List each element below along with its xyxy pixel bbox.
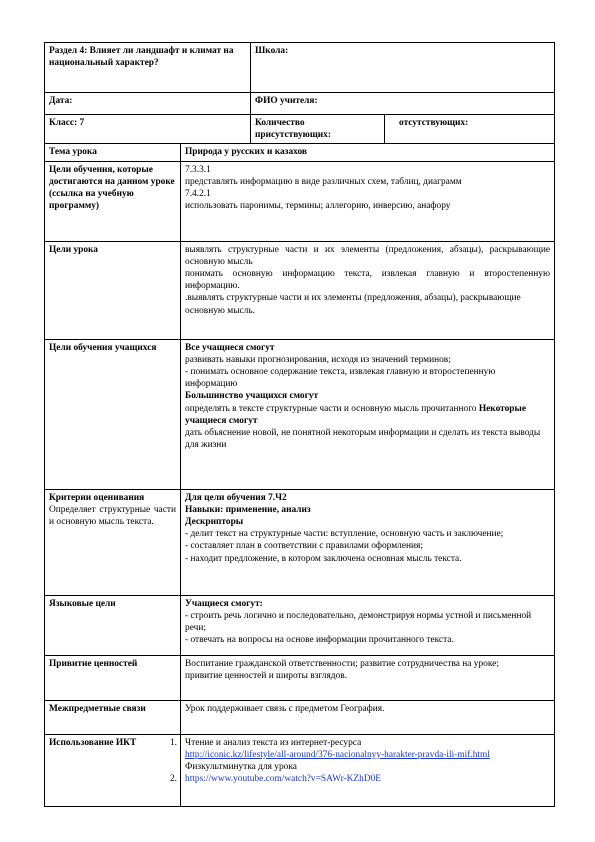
language-line: - отвечать на вопросы на основе информации прочитанного текста. <box>185 635 454 646</box>
goal-code: 7.3.3.1 <box>185 164 211 175</box>
school-label: Школа: <box>251 43 555 93</box>
ict-label: Использование ИКТ <box>49 737 137 748</box>
criteria-skills: Навыки: применение, анализ <box>185 504 311 515</box>
ict-number-2: 2. <box>169 773 177 784</box>
most-students-text: определять в тексте структурные части и основную мысль прочитанного <box>185 403 477 414</box>
lesson-goals-label: Цели урока <box>45 241 181 339</box>
values-line: Воспитание гражданской ответственности; развитие сотрудничества на уроке; <box>185 658 499 669</box>
ict-item-2: Физкультминутка для урока <box>185 762 297 773</box>
most-students-title: Большинство учащихся смогут <box>185 391 319 402</box>
lesson-plan-table <box>44 42 555 807</box>
language-goals-value <box>181 595 555 655</box>
all-students-line: - понимать основное содержание текста, извлекая главную и второстепенную информацию <box>185 367 496 390</box>
cross-links-label: Межпредметные связи <box>45 700 181 734</box>
topic-label: Тема урока <box>45 144 181 161</box>
cross-links-value: Урок поддерживает связь с предметом География. <box>181 700 555 734</box>
lesson-goal-1: выявлять структурные части и их элементы (предложения, абзацы), раскрывающие основную мысль <box>185 244 551 267</box>
absent-count-label: отсутствующих: <box>385 115 555 144</box>
ict-label-cell <box>45 734 181 806</box>
teacher-label: ФИО учителя: <box>251 93 555 115</box>
topic-value: Природа у русских и казахов <box>181 144 555 161</box>
lesson-goal-3: .выявлять структурные части и их элементы (предложения, абзацы), раскрывающие основную мысль. <box>185 293 521 316</box>
lesson-plan <box>44 42 554 807</box>
criteria-text: Определяет структурные части и основную мысль текста. <box>49 504 176 528</box>
goal-text: использовать паронимы, термины; аллегорию, инверсию, анафору <box>185 201 451 212</box>
class-label: Класс: 7 <box>45 115 251 144</box>
criteria-goal: Для цели обучения 7.Ч2 <box>185 492 287 503</box>
present-count-label <box>251 115 385 144</box>
section-title: Раздел 4: Влияет ли ландшафт и климат на национальный характер? <box>45 43 251 93</box>
learning-goals-value <box>181 161 555 241</box>
student-goals-label: Цели обучения учащихся <box>45 339 181 489</box>
goal-code: 7.4.2.1 <box>185 189 211 200</box>
values-line: привитие ценностей и широты взглядов. <box>185 670 348 681</box>
some-students-title: Некоторые учащиеся смогут <box>185 403 527 426</box>
language-title: Учащиеся смогут: <box>185 598 263 609</box>
most-students-line <box>185 403 550 427</box>
language-goals-label: Языковые цели <box>45 595 181 655</box>
all-students-title: Все учащиеся смогут <box>185 342 275 353</box>
ict-item-1: Чтение и анализ текста из интернет-ресурса <box>185 737 362 748</box>
criteria-label: Критерии оценивания <box>49 492 145 503</box>
all-students-line: развивать навыки прогнозирования, исходя из значений терминов; <box>185 354 451 365</box>
lesson-goals-value <box>181 241 555 339</box>
ict-value <box>181 734 555 806</box>
criteria-cell <box>45 489 181 595</box>
present-count-text: Количество присутствующих: <box>255 118 331 141</box>
ict-numbers <box>170 737 177 785</box>
criteria-value <box>181 489 555 595</box>
descriptor: - находит предложение, в котором заключена основная мысль текста. <box>185 553 462 564</box>
language-line: - строить речь логично и последовательно, демонстрируя нормы устной и письменной речи; <box>185 610 532 634</box>
values-value <box>181 655 555 700</box>
lesson-goal-2: понимать основную информацию текста, извлекая главную и второстепенную информацию. <box>185 269 551 292</box>
ict-number-1: 1. <box>169 737 177 748</box>
learning-goals-label: Цели обучения, которые достигаются на данном уроке (ссылка на учебную программу) <box>45 161 181 241</box>
student-goals-value <box>181 339 555 489</box>
some-students-line: дать объяснение новой, не понятной некоторым информации и сделать из текста выводы для жизни <box>185 428 541 451</box>
ict-link-2[interactable]: https://www.youtube.com/watch?v=SAWr-KZhD0E <box>185 774 382 785</box>
descriptors-title: Дескрипторы <box>185 517 244 528</box>
goal-text: представлять информацию в виде различных схем, таблиц, диаграмм <box>185 176 462 187</box>
descriptor: - делит текст на структурные части: вступление, основную часть и заключение; <box>185 529 504 540</box>
ict-link-1[interactable]: http://iconic.kz/lifestyle/all-around/376-nacionalnyy-harakter-pravda-ili-mif.html <box>185 749 490 760</box>
date-label: Дата: <box>45 93 251 115</box>
values-label: Привитие ценностей <box>45 655 181 700</box>
descriptor: - составляет план в соответствии с правилами оформления; <box>185 541 423 552</box>
